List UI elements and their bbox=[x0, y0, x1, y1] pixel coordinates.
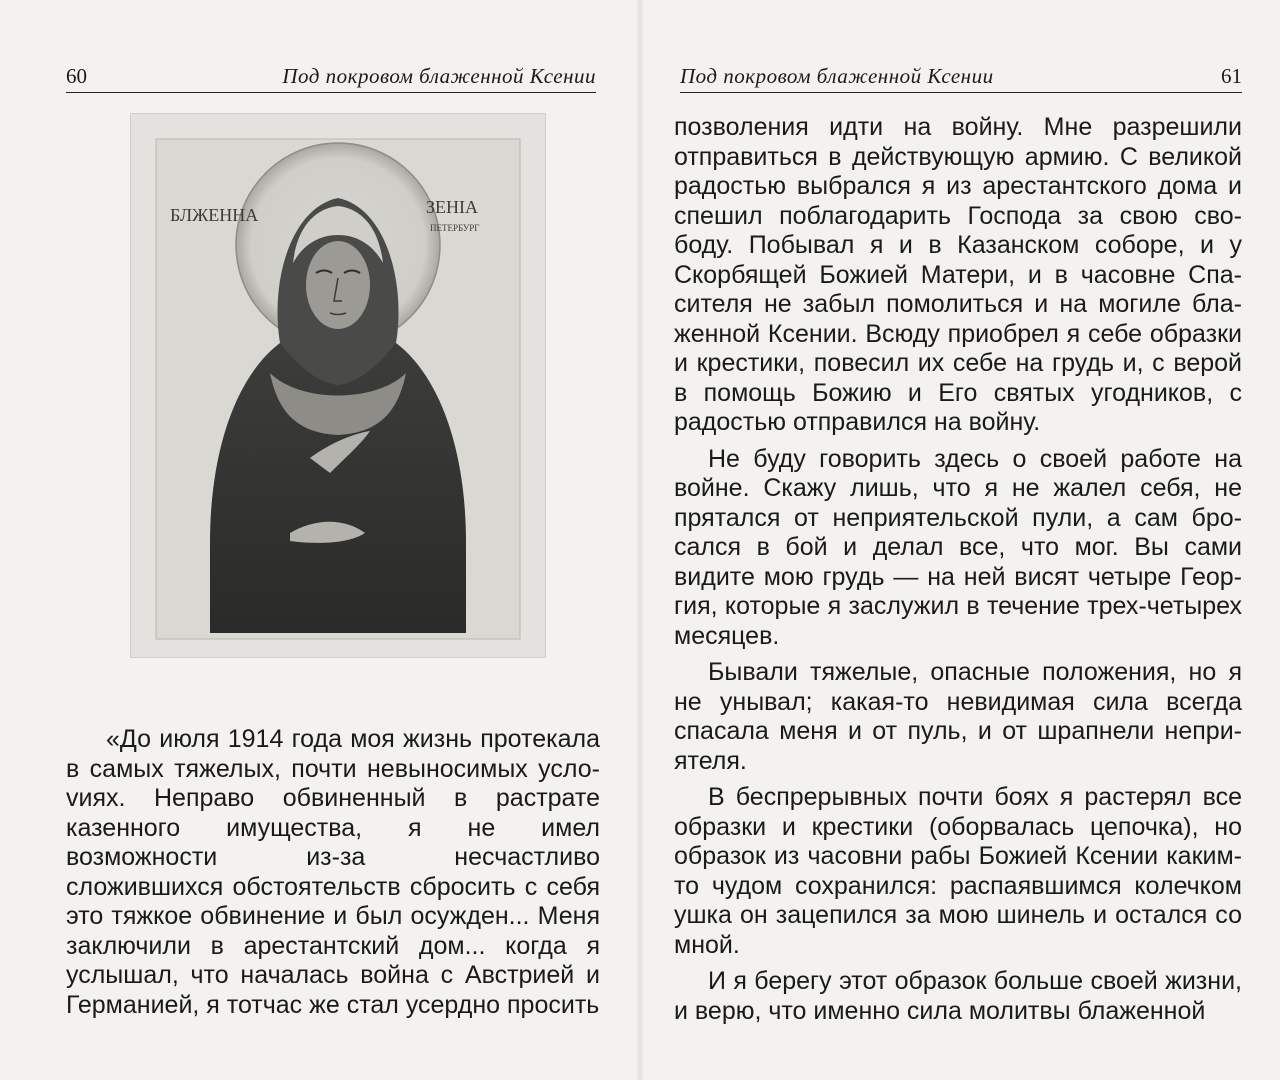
icon-inscription-left: БЛЖЕННА bbox=[170, 205, 259, 225]
paragraph: И я берегу этот образок больше своей жизни, и верю, что именно сила молитвы блаженной bbox=[674, 967, 1242, 1025]
icon-illustration bbox=[130, 113, 546, 658]
paragraph: Не буду говорить здесь о своей работе на войне. Скажу лишь, что я не жалел себя, не прятался от неприятельской пули, а сам бросался в бой и делал все, что мог. Вы сами видите мою грудь — на ней висят четыре Георгия, которые я заслужил в течение трех-четырех месяцев. bbox=[674, 444, 1242, 650]
running-title-right: Под покровом блаженной Ксении bbox=[680, 64, 994, 88]
icon-inscription-right: ЗЕНІА bbox=[426, 197, 479, 217]
paragraph: В беспрерывных почти боях я растерял все образки и крестики (оборвалась цепочка), но образок из часовни рабы Божией Ксении каким-то чудом сохранился: распаявшимся колечком ушка он зацепился за мою шинель и остался со мной. bbox=[674, 783, 1242, 959]
paragraph: «До июля 1914 года моя жизнь протекала в самых тяжелых, почти невыносимых услоvиях. Неправо обвиненный в растрате казенного имущества, я не имел возможности из-за несчастливо сложившихся обстоятельств сбросить с себя это тяжкое обвинение и был осужден... Меня заключили в арестантский дом... когда я услышал, что началась война с Австрией и Германией, я тотчас же стал усердно просить bbox=[66, 725, 600, 1019]
body-text-left bbox=[66, 725, 600, 1027]
page-number-left: 60 bbox=[66, 64, 87, 88]
icon-inscription-right-small: ПЕТЕРБУРГ bbox=[430, 223, 480, 233]
running-title-left: Под покровом блаженной Ксении bbox=[282, 64, 596, 88]
paragraph: Бывали тяжелые, опасные положения, но я не унывал; какая-то невидимая сила всегда спасала меня и от пуль, и от шрапнели неприятеля. bbox=[674, 658, 1242, 775]
body-text-right bbox=[674, 113, 1242, 1033]
running-head-left bbox=[66, 62, 596, 93]
saint-icon-drawing bbox=[130, 113, 546, 658]
page-number-right: 61 bbox=[1221, 64, 1242, 88]
paragraph: позволения идти на войну. Мне разрешили отправиться в действующую армию. С великой радостью выбрался я из арестантского дома и спешил поблагодарить Господа за свою свободу. Побывал я и в Казанском соборе, и у Скорбящей Божией Матери, и в часовне Спасителя не забыл помолиться и на могиле блаженной Ксении. Всюду приобрел я себе образки и крестики, повесил их себе на грудь и, с верой в помощь Божию и Его святых угодников, с радостью отправился на войну. bbox=[674, 113, 1242, 436]
running-head-right bbox=[680, 62, 1242, 93]
right-page bbox=[640, 0, 1280, 1080]
